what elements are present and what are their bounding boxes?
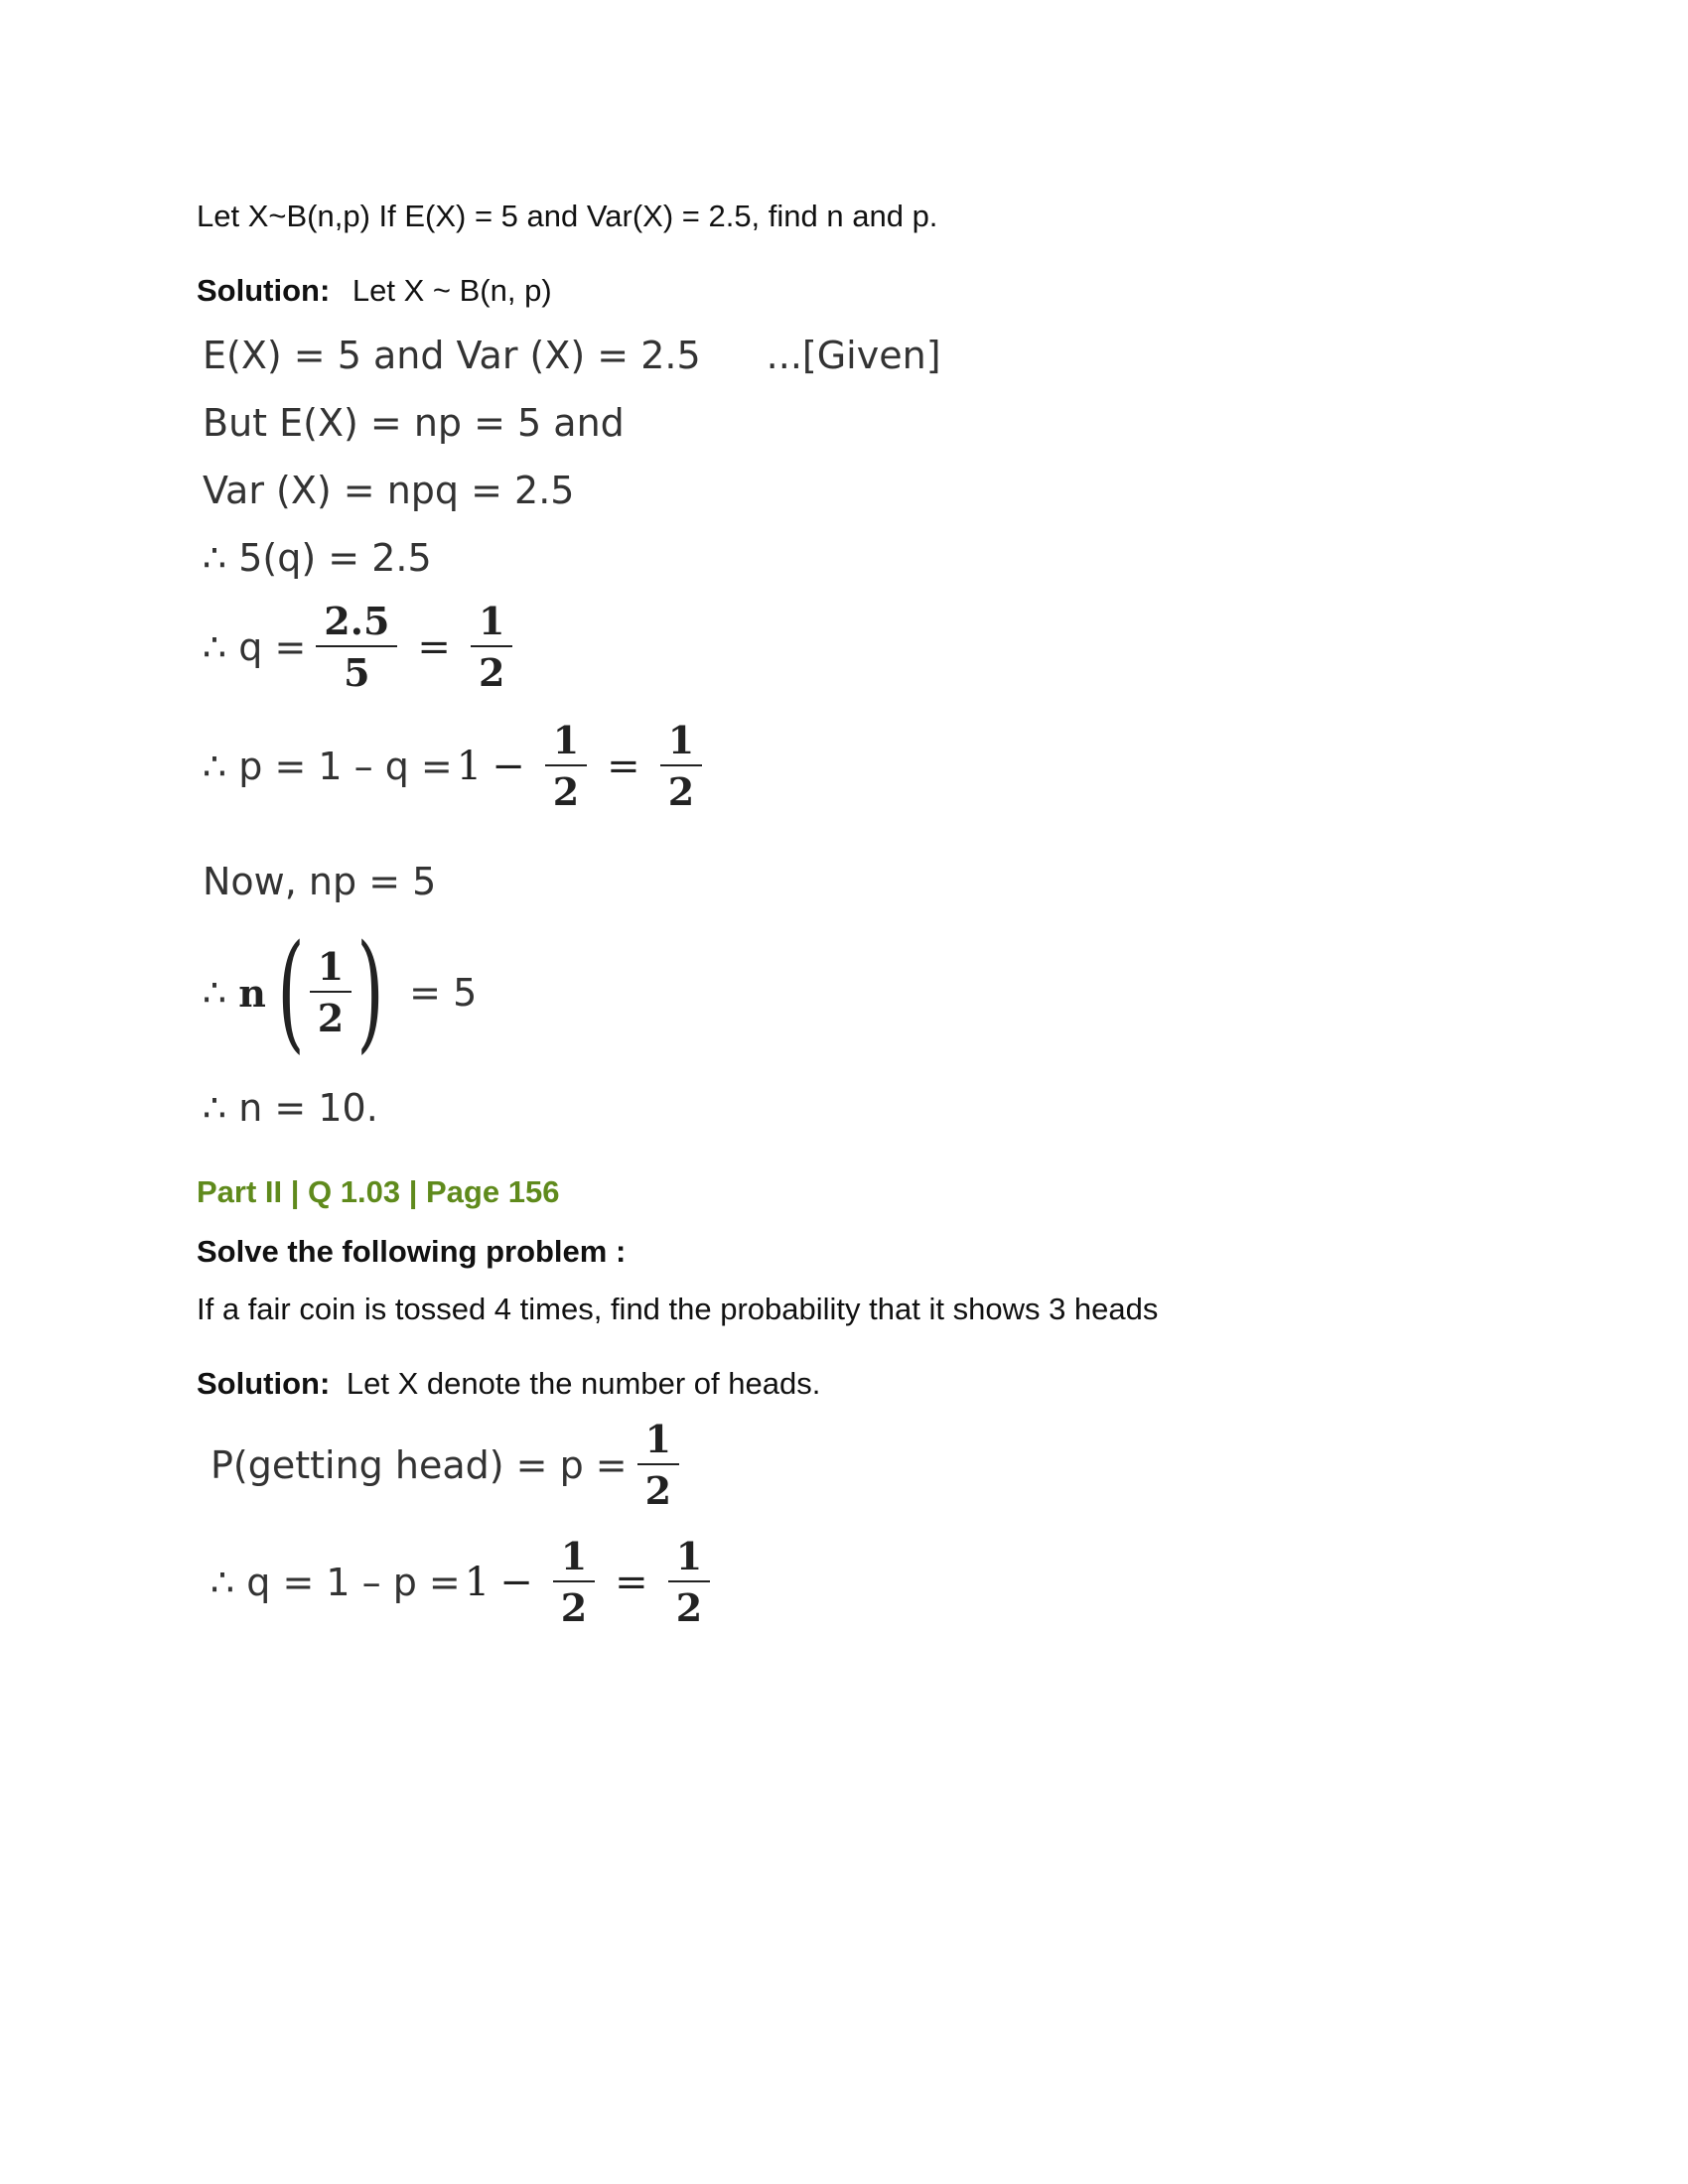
fraction (310, 944, 352, 1040)
equation-text: ∴ n = 10. (203, 1086, 378, 1130)
fraction-denominator: 2 (317, 996, 345, 1040)
equation-text: P(getting head) = p = (211, 1442, 628, 1487)
equation-number: 1 (464, 1559, 491, 1605)
equation-text: ∴ p = 1 – q = (203, 744, 453, 788)
equation-line (203, 334, 941, 377)
fraction-numerator: 1 (644, 1417, 672, 1461)
fraction (471, 599, 512, 695)
equation-text: ∴ q = (203, 624, 307, 669)
equation-note: ...[Given] (766, 334, 941, 377)
solution-line (197, 271, 552, 311)
question-heading: Solve the following problem : (197, 1234, 627, 1269)
question-text: Let X~B(n,p) If E(X) = 5 and Var(X) = 2.5, find n and p. (197, 199, 938, 233)
fraction-denominator: 2 (560, 1584, 588, 1630)
fraction (553, 1534, 595, 1630)
fraction (545, 718, 587, 814)
fraction-denominator: 2 (667, 768, 695, 814)
equation-line (203, 599, 522, 695)
fraction-numerator: 1 (552, 718, 580, 762)
solution-intro: Let X ~ B(n, p) (352, 273, 552, 308)
equation-line (211, 1417, 689, 1513)
equals-sign: = (417, 623, 451, 670)
equation-text: E(X) = 5 and Var (X) = 2.5 (203, 334, 701, 377)
fraction (668, 1534, 710, 1630)
equation-text: Var (X) = npq = 2.5 (203, 469, 575, 512)
open-paren: ( (277, 918, 305, 1066)
equation-text: But E(X) = np = 5 and (203, 401, 625, 445)
fraction-numerator: 1 (667, 718, 695, 762)
equation-number: 1 (456, 743, 483, 789)
fraction-numerator: 1 (478, 599, 505, 643)
equation-line (203, 401, 625, 445)
fraction-denominator: 2 (675, 1584, 703, 1630)
fraction (637, 1417, 679, 1513)
equals-sign: = (615, 1559, 648, 1605)
fraction-numerator: 1 (317, 944, 345, 990)
fraction-numerator: 1 (560, 1534, 588, 1578)
fraction-numerator: 2.5 (324, 599, 390, 643)
equation-line (203, 860, 436, 903)
question-text: If a fair coin is tossed 4 times, find the probability that it shows 3 heads (197, 1292, 1159, 1326)
solution-line (197, 1364, 820, 1404)
fraction-denominator: 2 (478, 649, 505, 695)
equation-text: ∴ 5(q) = 2.5 (203, 536, 432, 580)
equation-line (203, 469, 574, 512)
solution-label: Solution: (197, 273, 331, 308)
equation-line (211, 1534, 720, 1630)
fraction-denominator: 2 (552, 768, 580, 814)
equation-line (203, 536, 432, 580)
minus-sign: − (499, 1559, 533, 1605)
variable-n: n (238, 970, 266, 1016)
close-paren: ) (356, 918, 384, 1066)
fraction-denominator: 2 (644, 1467, 672, 1513)
fraction-numerator: 1 (675, 1534, 703, 1578)
equation-text: = 5 (409, 971, 478, 1015)
fraction (316, 599, 397, 695)
equation-line (203, 718, 712, 814)
solution-label: Solution: (197, 1366, 331, 1401)
fraction (660, 718, 702, 814)
equation-line (203, 918, 478, 1066)
equation-text: ∴ (203, 971, 227, 1015)
question-reference: Part II | Q 1.03 | Page 156 (197, 1174, 560, 1209)
equation-line (203, 1086, 378, 1130)
solution-intro: Let X denote the number of heads. (346, 1366, 821, 1401)
fraction-denominator: 5 (344, 649, 370, 695)
equation-text: ∴ q = 1 – p = (211, 1560, 461, 1604)
equation-text: Now, np = 5 (203, 860, 437, 903)
minus-sign: − (492, 743, 525, 789)
equals-sign: = (607, 743, 640, 789)
